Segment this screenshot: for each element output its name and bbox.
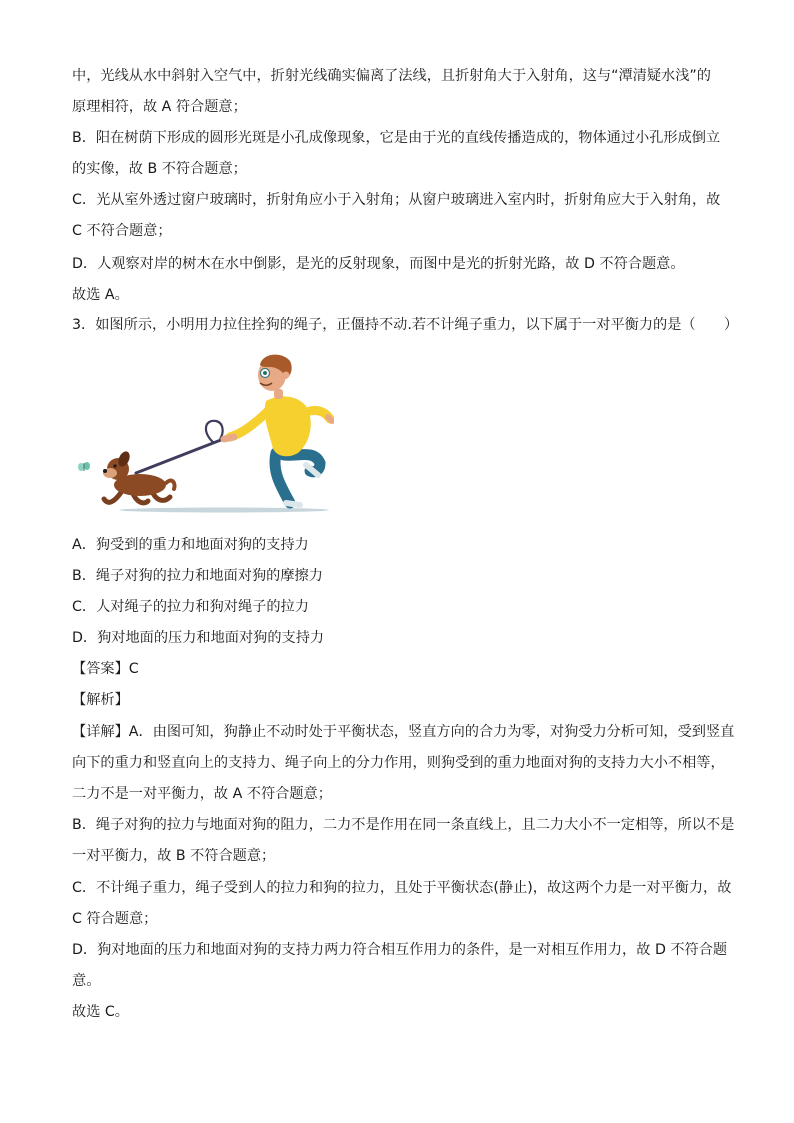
detail-line-1: 【详解】A．由图可知，狗静止不动时处于平衡状态，竖直方向的合力为零，对狗受力分析可知，受到竖直 [72,724,735,740]
option-d: D．狗对地面的压力和地面对狗的支持力 [72,630,325,646]
dog-figure [103,450,175,503]
leash [136,438,226,473]
detail-line-2: 向下的重力和竖直向上的支持力、绳子向上的分力作用，则狗受到的重力地面对狗的支持力大小不相等， [72,755,725,771]
option-a: A．狗受到的重力和地面对狗的支持力 [72,537,309,553]
prev-answer-b-line-1: B．阳在树荫下形成的圆形光斑是小孔成像现象，它是由于光的直线传播造成的，物体通过小孔形成倒立 [72,130,721,146]
detail-line-3: 二力不是一对平衡力，故 A 不符合题意； [72,786,332,802]
prev-answer-c-line-1: C．光从室外透过窗户玻璃时，折射角应小于入射角；从窗户玻璃进入室内时，折射角应大于入射角，故 [72,192,721,208]
prev-answer-b-line-2: 的实像，故 B 不符合题意； [72,161,247,177]
prev-answer-c-line-2: C 不符合题意； [72,223,172,239]
prev-answer-a-line-2: 原理相符，故 A 符合题意； [72,99,247,115]
butterfly-icon [78,462,90,471]
illustration-svg [74,353,334,515]
answer-label: 【答案】C [72,661,139,677]
prev-answer-a-line-1: 中，光线从水中斜射入空气中，折射光线确实偏离了法线，且折射角大于入射角，这与“潭清疑水浅”的 [72,68,711,84]
question-stem: 3．如图所示，小明用力拉住拴狗的绳子，正僵持不动.若不计绳子重力，以下属于一对平衡力的是（ ） [72,317,739,333]
detail-line-7: C 符合题意； [72,911,158,927]
detail-line-5: 一对平衡力，故 B 不符合题意； [72,848,276,864]
ground-shadow [119,508,329,513]
detail-line-4: B．绳子对狗的拉力与地面对狗的阻力，二力不是作用在同一条直线上，且二力大小不一定相等，所以不是 [72,817,735,833]
option-c: C．人对绳子的拉力和狗对绳子的拉力 [72,599,309,615]
final-answer: 故选 C。 [72,1004,129,1020]
detail-line-6: C．不计绳子重力，绳子受到人的拉力和狗的拉力，且处于平衡状态(静止)，故这两个力是一对平衡力，故 [72,880,732,896]
prev-answer-d-line: D．人观察对岸的树木在水中倒影，是光的反射现象，而图中是光的折射光路，故 D 不符合题意。 [72,256,685,272]
prev-answer-conclusion: 故选 A。 [72,287,129,303]
boy-walking-dog-illustration [74,353,334,515]
boy-figure [224,355,332,505]
detail-line-8: D．狗对地面的压力和地面对狗的支持力两力符合相互作用力的条件，是一对相互作用力，故 D 不符合题 [72,942,728,958]
detail-line-9: 意。 [72,973,101,989]
option-b: B．绳子对狗的拉力和地面对狗的摩擦力 [72,568,323,584]
analysis-heading: 【解析】 [72,692,129,708]
